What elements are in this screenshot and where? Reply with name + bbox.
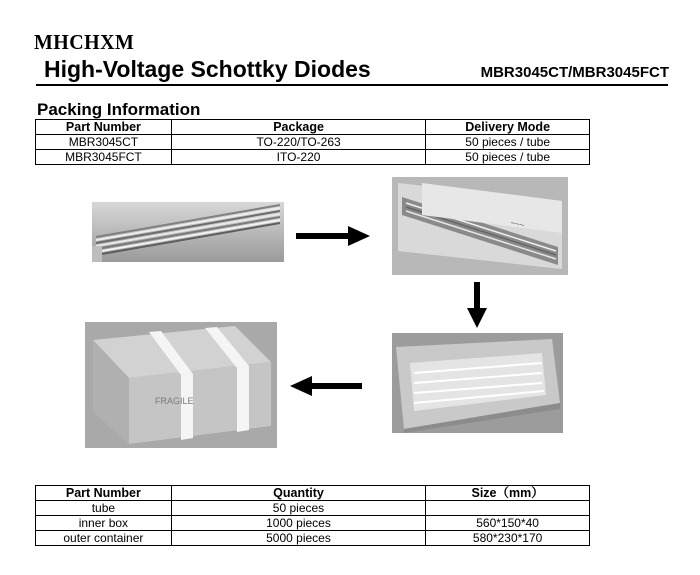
header-cell: Quantity [171,486,425,501]
arrow-down-icon [467,282,487,328]
header-cell: Size（mm） [426,486,590,501]
inner-box-photo [392,177,568,275]
quantity-table [35,485,590,546]
header-rule [36,84,668,86]
table-cell [426,501,590,516]
table-row [36,516,590,531]
table-cell: MBR3045CT [36,135,172,150]
section-title: Packing Information [37,100,201,119]
table-cell: TO-220/TO-263 [171,135,425,150]
table-header-row [36,120,590,135]
packing-table [35,119,590,165]
part-numbers: MBR3045CT/MBR3045FCT [480,64,669,81]
table-row [36,501,590,516]
table-cell: 5000 pieces [171,531,425,546]
table-row [36,135,590,150]
table-row [36,531,590,546]
outer-container-photo [85,322,277,448]
table-cell: MBR3045FCT [36,150,172,165]
table-cell: 50 pieces / tube [426,135,590,150]
table-cell: ITO-220 [171,150,425,165]
header-cell: Package [171,120,425,135]
document-title: High-Voltage Schottky Diodes [44,56,371,82]
table-cell: tube [36,501,172,516]
table-cell: 50 pieces / tube [426,150,590,165]
arrow-right-icon [296,226,370,246]
table-cell: 50 pieces [171,501,425,516]
table-cell: inner box [36,516,172,531]
tube-photo [92,202,284,262]
arrow-left-icon [290,376,362,396]
table-row [36,150,590,165]
table-cell: outer container [36,531,172,546]
header-cell: Delivery Mode [426,120,590,135]
table-cell: 560*150*40 [426,516,590,531]
table-cell: 580*230*170 [426,531,590,546]
company-logo: MHCHXM [34,30,135,54]
fragile-label: FRAGILE [155,396,194,406]
table-header-row [36,486,590,501]
svg-text:~~~: ~~~ [509,218,526,230]
header-cell: Part Number [36,486,172,501]
tray-photo [392,333,563,433]
table-cell: 1000 pieces [171,516,425,531]
header-cell: Part Number [36,120,172,135]
